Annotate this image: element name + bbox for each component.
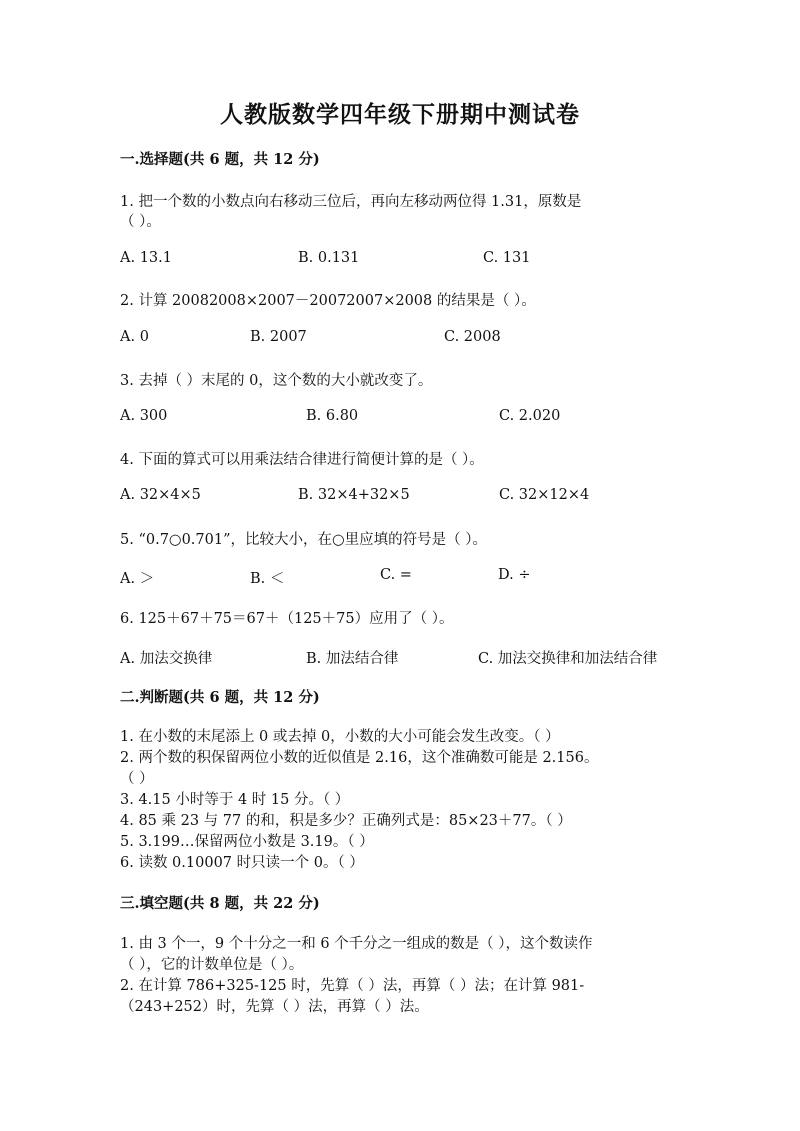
question-1-line-1: 1. 把一个数的小数点向右移动三位后，再向左移动两位得 1.31，原数是: [120, 194, 582, 210]
question-1-line-2: （ ）。: [120, 214, 161, 230]
question-4-option-b: B. 32×4+32×5: [298, 487, 410, 503]
question-5-option-b: B. ＜: [250, 571, 285, 587]
question-6-option-b: B. 加法结合律: [306, 651, 399, 667]
question-6-option-a: A. 加法交换律: [120, 651, 213, 667]
question-5-option-a: A. ＞: [120, 571, 155, 587]
judgement-line-5: 4. 85 乘 23 与 77 的和，积是多少？正确列式是：85×23＋77。（ ）: [120, 813, 572, 829]
question-3-option-b: B. 6.80: [306, 408, 359, 424]
question-3-option-a: A. 300: [120, 408, 168, 424]
question-4-option-a: A. 32×4×5: [120, 487, 201, 503]
question-1-option-a: A. 13.1: [120, 250, 172, 266]
section-heading-choice: 一.选择题(共 6 题，共 12 分): [120, 151, 320, 168]
section-heading-judgement: 二.判断题(共 6 题，共 12 分): [120, 689, 320, 706]
question-1-option-c: C. 131: [483, 250, 531, 266]
fill-in-line-4: （243+252）时，先算（ ）法，再算（ ）法。: [120, 999, 429, 1015]
judgement-line-4: 3. 4.15 小时等于 4 时 15 分。（ ）: [120, 792, 350, 808]
question-1-option-b: B. 0.131: [298, 250, 360, 266]
question-5-option-c: C. =: [380, 567, 412, 583]
page-title: 人教版数学四年级下册期中测试卷: [220, 101, 580, 128]
question-2-option-b: B. 2007: [250, 329, 307, 345]
question-4-line-1: 4. 下面的算式可以用乘法结合律进行简便计算的是（ ）。: [120, 452, 484, 468]
question-2-option-a: A. 0: [120, 329, 149, 345]
question-3-option-c: C. 2.020: [499, 408, 561, 424]
judgement-line-3: （ ）: [120, 771, 154, 787]
judgement-line-7: 6. 读数 0.10007 时只读一个 0。（ ）: [120, 855, 364, 871]
question-2-option-c: C. 2008: [444, 329, 501, 345]
fill-in-line-1: 1. 由 3 个一，9 个十分之一和 6 个千分之一组成的数是（ ），这个数读作: [120, 936, 593, 952]
question-4-option-c: C. 32×12×4: [499, 487, 590, 503]
question-2-line-1: 2. 计算 20082008×2007－20072007×2008 的结果是（ ）。: [120, 293, 536, 309]
fill-in-line-3: 2. 在计算 786+325-125 时，先算（ ）法，再算（ ）法；在计算 981-: [120, 978, 585, 994]
judgement-line-6: 5. 3.199…保留两位小数是 3.19。（ ）: [120, 834, 374, 850]
question-3-line-1: 3. 去掉（ ）末尾的 0，这个数的大小就改变了。: [120, 373, 433, 389]
judgement-line-2: 2. 两个数的积保留两位小数的近似值是 2.16，这个准确数可能是 2.156。: [120, 750, 599, 766]
question-5-option-d: D. ÷: [498, 567, 531, 583]
section-heading-fill-in: 三.填空题(共 8 题，共 22 分): [120, 895, 320, 912]
fill-in-line-2: （ ），它的计数单位是（ ）。: [120, 957, 304, 973]
question-6-line-1: 6. 125＋67＋75＝67＋（125＋75）应用了（ ）。: [120, 611, 454, 627]
judgement-line-1: 1. 在小数的末尾添上 0 或去掉 0，小数的大小可能会发生改变。（ ）: [120, 729, 560, 745]
question-6-option-c: C. 加法交换律和加法结合律: [478, 651, 658, 667]
question-5-line-1: 5. “0.7○0.701”，比较大小，在○里应填的符号是（ ）。: [120, 532, 488, 548]
